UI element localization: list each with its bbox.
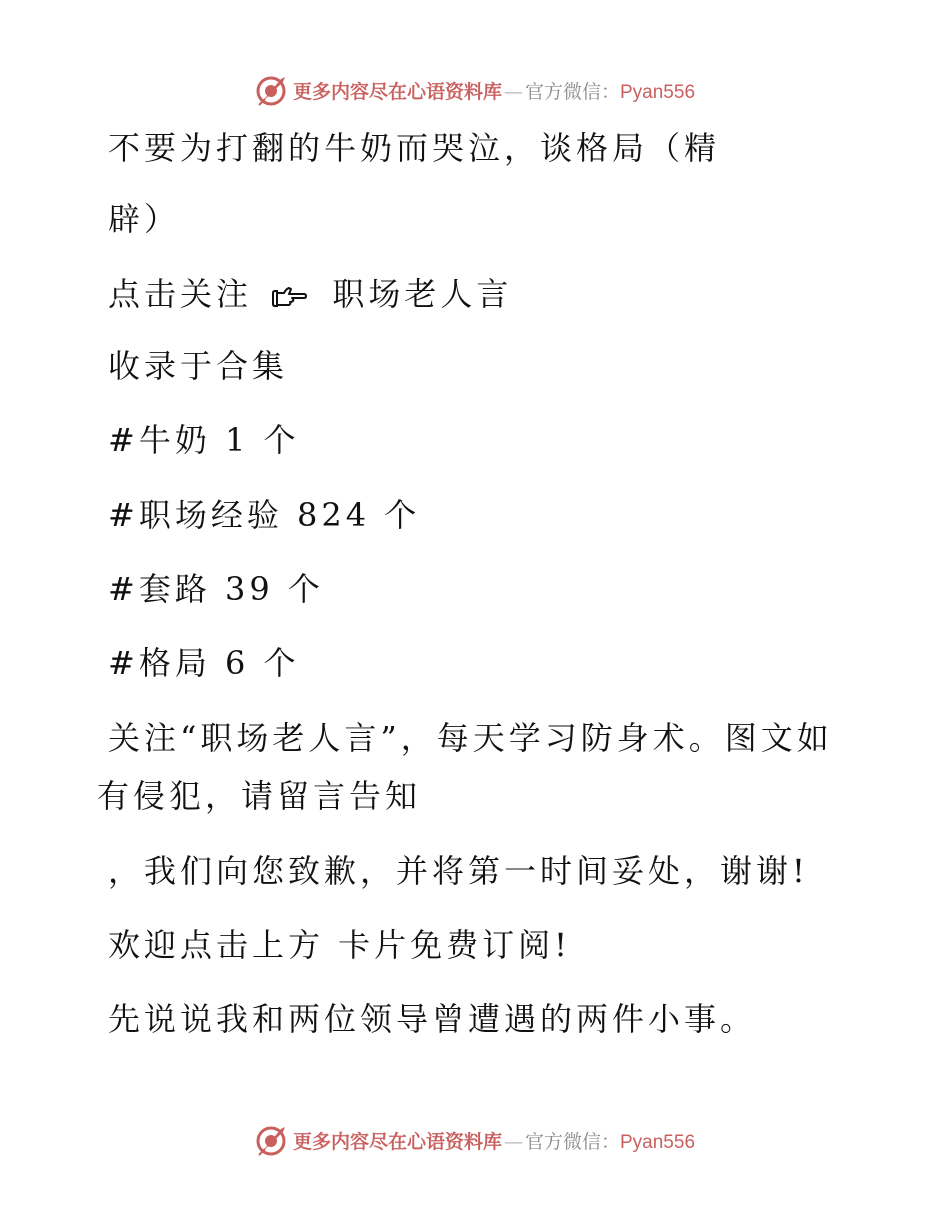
subscribe-line: 欢迎点击上方 卡片免费订阅! — [108, 926, 572, 964]
notice-line-1: 关注“职场老人言”，每天学习防身术。图文如 — [108, 719, 833, 757]
watermark-id: Pyan556 — [620, 1131, 696, 1153]
footer-watermark — [0, 1120, 950, 1160]
quill-logo-icon — [255, 1123, 289, 1157]
collection-label: 收录于合集 — [108, 347, 289, 385]
watermark-brand: 更多内容尽在心语资料库 — [292, 80, 502, 103]
watermark-dash: — — [503, 80, 523, 103]
quill-logo-icon — [255, 73, 289, 107]
watermark-label: 官方微信： — [524, 80, 620, 103]
watermark-text — [293, 1127, 695, 1154]
watermark-id: Pyan556 — [620, 81, 696, 103]
watermark-label: 官方微信： — [524, 1130, 620, 1153]
notice-line-3: ，我们向您致歉，并将第一时间妥处，谢谢! — [108, 852, 809, 890]
tag-item[interactable]: #牛奶 1 个 — [108, 421, 300, 459]
watermark-text — [293, 77, 695, 104]
intro-line: 先说说我和两位领导曾遭遇的两件小事。 — [108, 1000, 757, 1038]
follow-prefix: 点击关注 — [108, 275, 253, 313]
notice-line-2: 有侵犯，请留言告知 — [97, 777, 422, 815]
tag-item[interactable]: #套路 39 个 — [108, 570, 324, 608]
watermark-dash: — — [503, 1130, 523, 1153]
watermark-brand: 更多内容尽在心语资料库 — [292, 1130, 502, 1153]
article-title-line-2: 辟） — [108, 200, 181, 238]
follow-account[interactable]: 职场老人言 — [332, 275, 513, 313]
tag-item[interactable]: #格局 6 个 — [108, 644, 300, 682]
pointing-hand-icon — [270, 284, 308, 310]
article-title-line-1: 不要为打翻的牛奶而哭泣，谈格局（精 — [108, 129, 721, 167]
follow-line — [108, 274, 512, 314]
tag-item[interactable]: #职场经验 824 个 — [108, 496, 421, 534]
header-watermark — [0, 70, 950, 110]
